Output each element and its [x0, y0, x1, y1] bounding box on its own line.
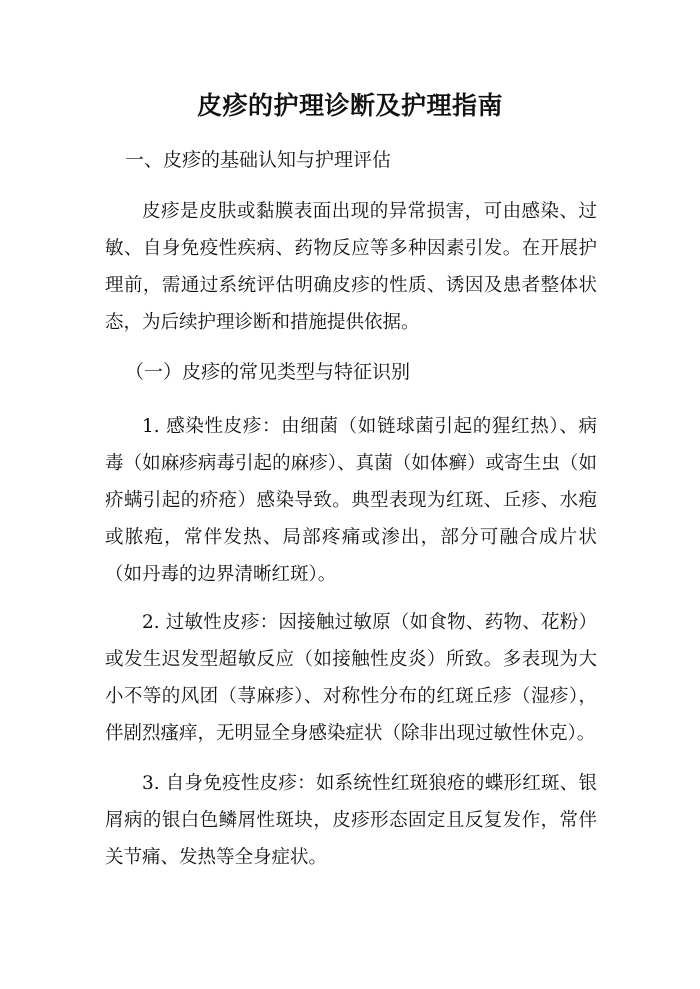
list-item-infectious-rash: 1. 感染性皮疹：由细菌（如链球菌引起的猩红热）、病毒（如麻疹病毒引起的麻疹）、真菌（如体癣）或寄生虫（如疥螨引起的疥疮）感染导致。典型表现为红斑、丘疹、水疱或脓疱，常伴发热、局部疼痛或渗出，部分可融合成片状（如丹毒的边界清晰红斑）。: [105, 416, 597, 585]
intro-paragraph: 皮疹是皮肤或黏膜表面出现的异常损害，可由感染、过敏、自身免疫性疾病、药物反应等多种因素引发。在开展护理前，需通过系统评估明确皮疹的性质、诱因及患者整体状态，为后续护理诊断和措施提供依据。: [105, 201, 597, 333]
section-heading: 一、皮疹的基础认知与护理评估: [125, 149, 392, 171]
list-item-autoimmune-rash: 3. 自身免疫性皮疹：如系统性红斑狼疮的蝶形红斑、银屑病的银白色鳞屑性斑块，皮疹形态固定且反复发作，常伴关节痛、发热等全身症状。: [105, 773, 597, 868]
list-item-allergic-rash: 2. 过敏性皮疹：因接触过敏原（如食物、药物、花粉）或发生迟发型超敏反应（如接触性皮炎）所致。多表现为大小不等的风团（荨麻疹）、对称性分布的红斑丘疹（湿疹），伴剧烈瘙痒，无明显全身感染症状（除非出现过敏性休克）。: [105, 612, 597, 744]
document-title: 皮疹的护理诊断及护理指南: [196, 91, 503, 120]
subsection-heading: （一）皮疹的常见类型与特征识别: [125, 361, 411, 383]
